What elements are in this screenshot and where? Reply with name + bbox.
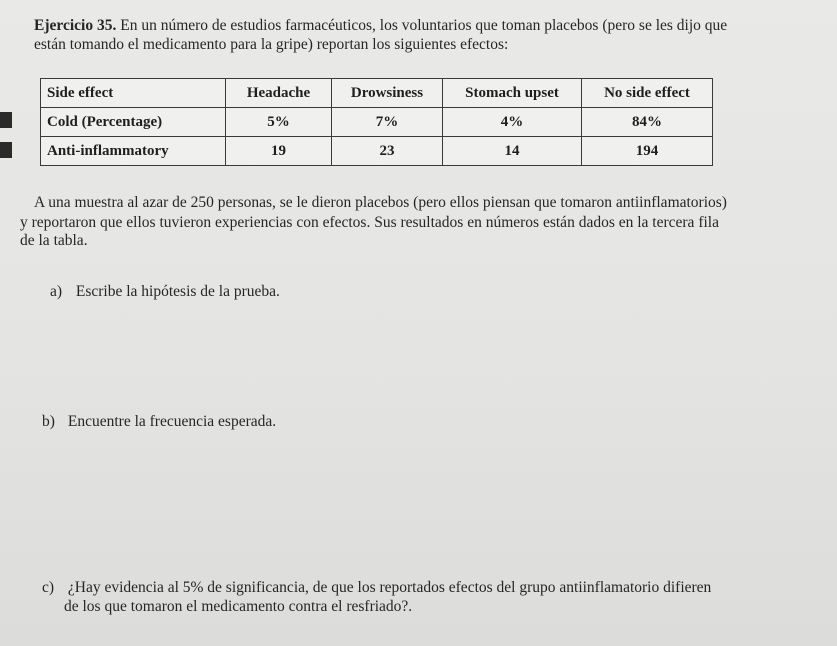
question-c xyxy=(42,578,812,616)
table-cell: 19 xyxy=(226,137,332,166)
table-cell: 4% xyxy=(443,108,582,137)
binding-edge-mark xyxy=(0,112,12,128)
table-header-cell: No side effect xyxy=(582,79,713,108)
table-header-cell: Stomach upset xyxy=(443,79,582,108)
table-header-cell: Side effect xyxy=(41,79,226,108)
table-cell: 194 xyxy=(582,137,713,166)
table-cell: Anti-inflammatory xyxy=(41,137,226,166)
table-header-row xyxy=(41,79,713,108)
binding-edge-mark xyxy=(0,142,12,158)
intro-line-1: En un número de estudios farmacéuticos, los voluntarios que toman placebos (pero se les dijo que xyxy=(120,17,728,34)
table-row xyxy=(41,137,713,166)
paragraph-line-1: A una muestra al azar de 250 personas, se le dieron placebos (pero ellos piensan que tomaron antiinflamatorios) xyxy=(34,194,727,211)
question-letter: b) xyxy=(42,413,55,430)
question-text-line-1: ¿Hay evidencia al 5% de significancia, de que los reportados efectos del grupo antiinflamatorio difieren xyxy=(67,579,712,596)
table-cell: 84% xyxy=(582,108,713,137)
table-cell: 5% xyxy=(226,108,332,137)
question-text: Encuentre la frecuencia esperada. xyxy=(67,413,277,430)
table-cell: Cold (Percentage) xyxy=(41,108,226,137)
question-letter: c) xyxy=(42,579,55,596)
question-a xyxy=(50,282,280,301)
table-header-cell: Headache xyxy=(226,79,332,108)
exercise-label: Ejercicio 35. xyxy=(34,17,117,34)
table-header-cell: Drowsiness xyxy=(332,79,443,108)
paragraph-line-2: y reportaron que ellos tuvieron experiencias con efectos. Sus resultados en números están dados en la tercera fila xyxy=(20,214,719,231)
question-letter: a) xyxy=(50,283,63,300)
question-b xyxy=(42,412,276,431)
table-cell: 14 xyxy=(443,137,582,166)
sample-paragraph xyxy=(20,194,810,250)
paragraph-line-3: de la tabla. xyxy=(20,232,88,249)
table-cell: 23 xyxy=(332,137,443,166)
question-text: Escribe la hipótesis de la prueba. xyxy=(75,283,280,300)
exercise-intro xyxy=(34,16,824,54)
table-row xyxy=(41,108,713,137)
table-cell: 7% xyxy=(332,108,443,137)
side-effect-table xyxy=(40,78,713,166)
intro-line-2: están tomando el medicamento para la gripe) reportan los siguientes efectos: xyxy=(34,36,509,53)
question-text-line-2: de los que tomaron el medicamento contra el resfriado?. xyxy=(64,598,413,615)
